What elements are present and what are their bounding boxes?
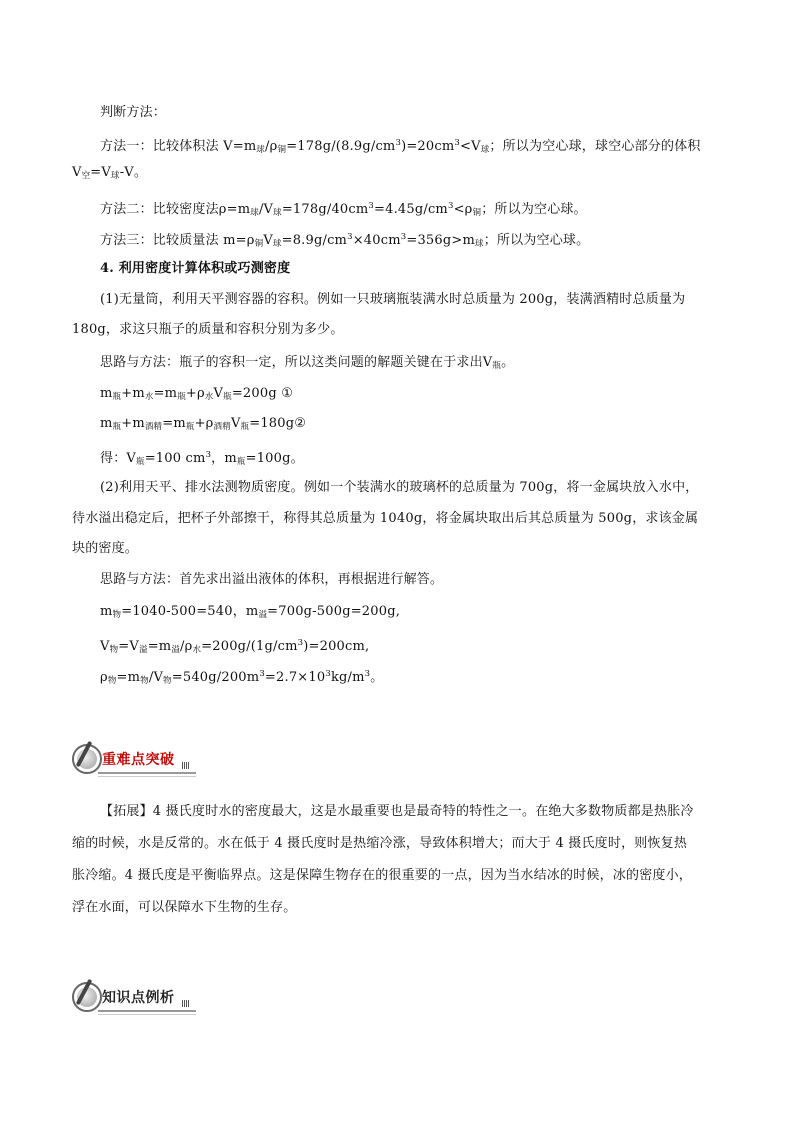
judge-method-title: 判断方法： (100, 105, 167, 120)
idea-one: 思路与方法：瓶子的容积一定，所以这类问题的解题关键在于求出$V_瓶$。 (100, 355, 515, 371)
equation-four: $V_物=V_溢=m_溢/\rho_水=200g/(1g/cm^3)=200cm$, (100, 638, 370, 655)
equation-one: $m_瓶+m_水=m_瓶+\rho_水V_瓶=200g$ ① (100, 386, 294, 402)
section-title-examples: 知识点例析 (102, 990, 175, 1006)
problem-two-line-3: 块的密度。 (72, 541, 139, 556)
problem-two-line-1: (2)利用天平、排水法测物质密度。例如一个装满水的玻璃杯的总质量为 700g，将一金属块放入水中， (100, 480, 699, 495)
header-decoration-icon (182, 1000, 189, 1007)
heading-four: 4. 利用密度计算体积或巧测密度 (100, 261, 291, 276)
method-two-line: 方法二：比较密度法$\rho=m_球/V_球=178g/40cm^3=4.45g/cm^3<\rho_铜$；所以为空心球。 (100, 201, 587, 218)
method-one-line: 方法一：比较体积法 $V=m_球/\rho_铜=178g/(8.9g/cm^3)=20cm^3<V_球$；所以为空心球，球空心部分的体积 (100, 138, 701, 155)
problem-one-line-2: 180g，求这只瓶子的质量和容积分别为多少。 (72, 322, 344, 337)
equation-five: $\rho_物=m_物/V_物=540g/200m^3=2.7\times 10^3kg/m^3$。 (100, 669, 384, 686)
expand-line-4: 浮在水面，可以保障水下生物的生存。 (72, 900, 297, 915)
expand-line-1: 【拓展】4 摄氏度时水的密度最大，这是水最重要也是最奇特的特性之一。在绝大多数物质都是热胀冷 (100, 804, 694, 819)
method-one-continued: $V_空=V_球-V$。 (72, 165, 148, 181)
result-one: 得：$V_瓶=100$ $cm^3$，$m_瓶=100g$。 (100, 450, 304, 467)
method-three-line: 方法三：比较质量法 $m=\rho_铜V_球=8.9g/cm^3\times 40cm^3=356g>m_球$；所以为空心球。 (100, 232, 590, 249)
problem-two-line-2: 待水溢出稳定后，把杯子外部擦干，称得其总质量为 1040g，将金属块取出后其总质量为 500g，求该金属 (72, 511, 699, 526)
header-decoration-icon (182, 762, 189, 769)
equation-two: $m_瓶+m_{酒精}=m_瓶+\rho_{酒精}V_瓶=180g②$ (100, 416, 307, 432)
expand-line-3: 胀冷缩。4 摄氏度是平衡临界点。这是保障生物存在的很重要的一点，因为当水结冰的时候，冰的密度小， (72, 868, 693, 883)
equation-three: $m_物=1040-500=540$，$m_溢=700g-500g=200g$, (100, 604, 401, 620)
expand-line-2: 缩的时候，水是反常的。水在低于 4 摄氏度时是热缩冷涨，导致体积增大；而大于 4 摄氏度时，则恢复热 (72, 836, 688, 851)
idea-two: 思路与方法：首先求出溢出液体的体积，再根据进行解答。 (100, 572, 444, 587)
section-header-examples (72, 982, 196, 1022)
section-header-key-points (72, 744, 196, 784)
expand-paragraph (72, 796, 732, 924)
problem-one-line-1: (1)无量筒，利用天平测容器的容积。例如一只玻璃瓶装满水时总质量为 200g，装满酒精时总质量为 (100, 292, 686, 307)
section-title-key-points: 重难点突破 (102, 752, 175, 768)
